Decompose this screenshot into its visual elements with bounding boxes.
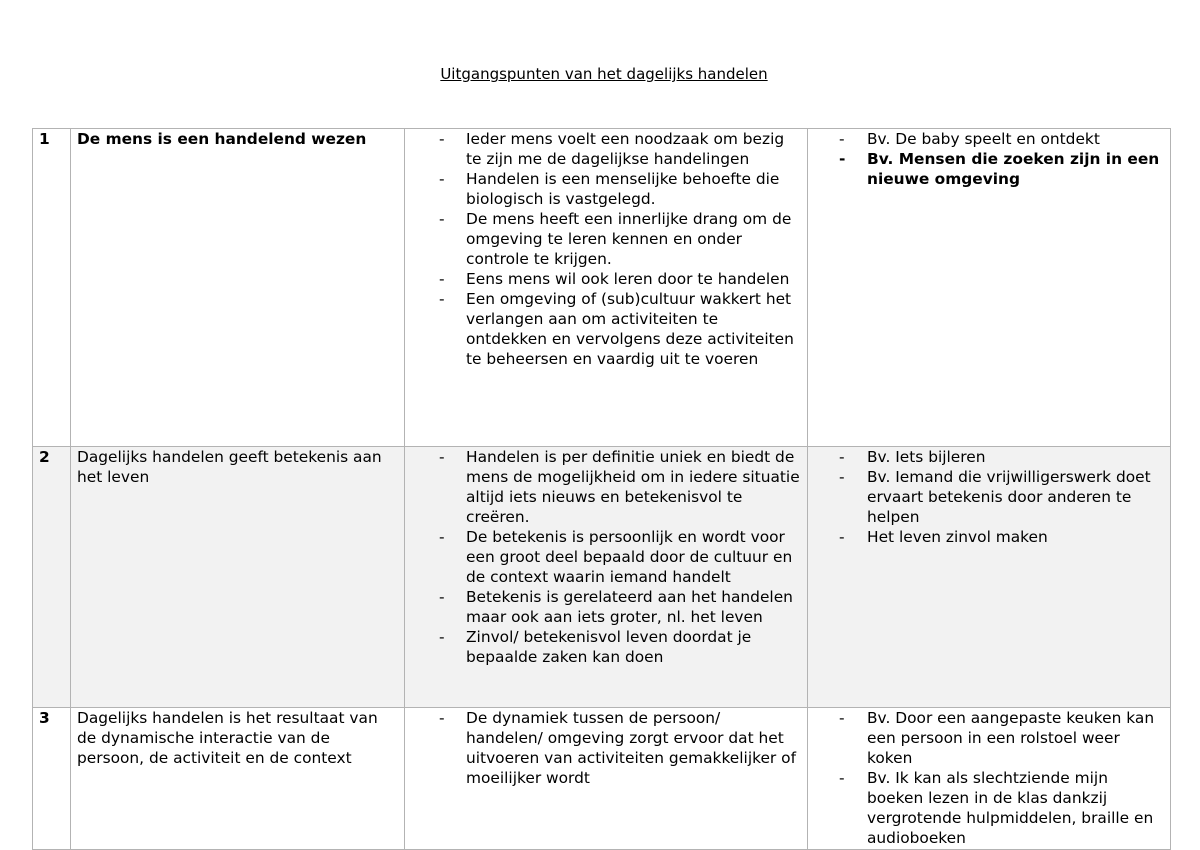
row-points — [405, 129, 808, 447]
list-item: - Het leven zinvol maken — [814, 527, 1164, 547]
row-examples — [808, 708, 1171, 850]
list-item: - Ieder mens voelt een noodzaak om bezig te zijn me de dagelijkse handelingen — [411, 129, 801, 169]
list-item: - De mens heeft een innerlijke drang om de omgeving te leren kennen en onder controle te krijgen. — [411, 209, 801, 269]
row-examples — [808, 129, 1171, 447]
document-title: Uitgangspunten van het dagelijks handelen — [440, 65, 768, 83]
list-item: - Bv. Ik kan als slechtziende mijn boeken lezen in de klas dankzij vergrotende hulpmiddelen, braille en audioboeken — [814, 768, 1164, 848]
principles-table — [32, 128, 1171, 850]
list-item: - Bv. Iets bijleren — [814, 447, 1164, 467]
row-number: 3 — [33, 708, 71, 850]
list-item: - Bv. Iemand die vrijwilligerswerk doet ervaart betekenis door anderen te helpen — [814, 467, 1164, 527]
row-heading: De mens is een handelend wezen — [71, 129, 405, 447]
row-points — [405, 447, 808, 708]
list-item: - Bv. Door een aangepaste keuken kan een persoon in een rolstoel weer koken — [814, 708, 1164, 768]
list-item: - Handelen is per definitie uniek en biedt de mens de mogelijkheid om in iedere situatie altijd iets nieuws en betekenisvol te creëren. — [411, 447, 801, 527]
list-item: - De dynamiek tussen de persoon/ handelen/ omgeving zorgt ervoor dat het uitvoeren van activiteiten gemakkelijker of moeilijker wordt — [411, 708, 801, 788]
list-item: - Eens mens wil ook leren door te handelen — [411, 269, 801, 289]
list-item: - Een omgeving of (sub)cultuur wakkert het verlangen aan om activiteiten te ontdekken en vervolgens deze activiteiten te beheersen en vaardig uit te voeren — [411, 289, 801, 369]
row-examples — [808, 447, 1171, 708]
table-row — [33, 708, 1171, 850]
row-number: 2 — [33, 447, 71, 708]
row-number: 1 — [33, 129, 71, 447]
list-item: - Handelen is een menselijke behoefte die biologisch is vastgelegd. — [411, 169, 801, 209]
list-item: - Bv. Mensen die zoeken zijn in een nieuwe omgeving — [814, 149, 1164, 189]
table-row — [33, 129, 1171, 447]
row-points — [405, 708, 808, 850]
row-heading: Dagelijks handelen is het resultaat van de dynamische interactie van de persoon, de activiteit en de context — [71, 708, 405, 850]
list-item: - De betekenis is persoonlijk en wordt voor een groot deel bepaald door de cultuur en de context waarin iemand handelt — [411, 527, 801, 587]
row-heading: Dagelijks handelen geeft betekenis aan het leven — [71, 447, 405, 708]
list-item: - Zinvol/ betekenisvol leven doordat je bepaalde zaken kan doen — [411, 627, 801, 667]
list-item: - Betekenis is gerelateerd aan het handelen maar ook aan iets groter, nl. het leven — [411, 587, 801, 627]
list-item: - Bv. De baby speelt en ontdekt — [814, 129, 1164, 149]
table-row — [33, 447, 1171, 708]
